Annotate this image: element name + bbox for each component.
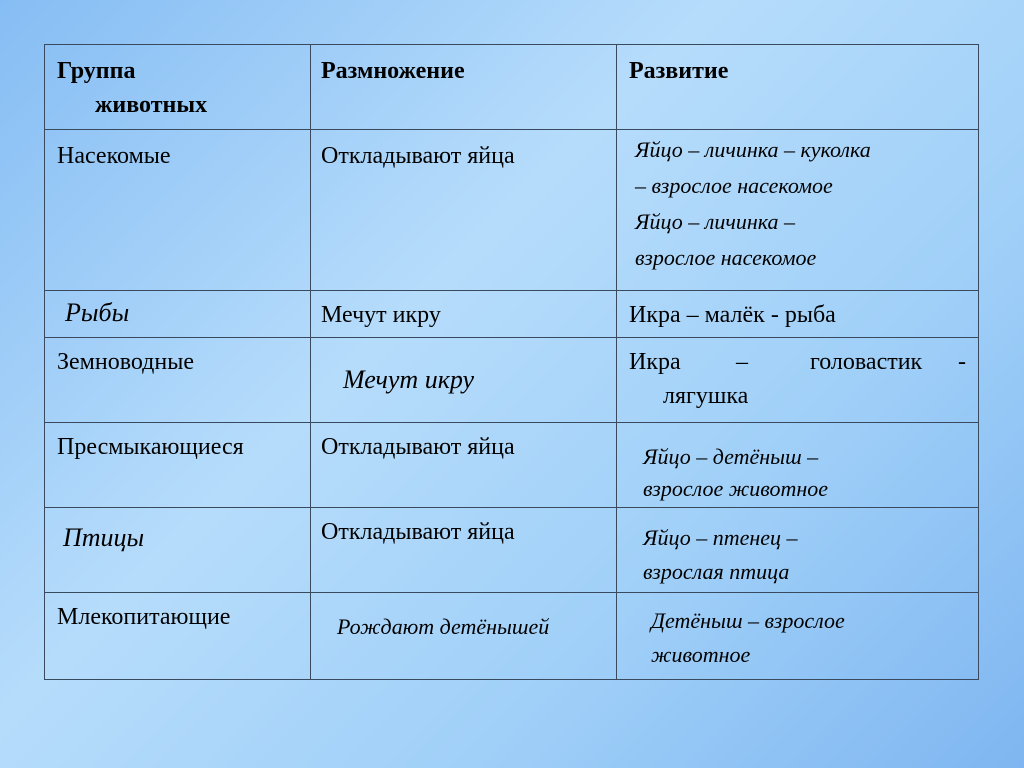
group-cell [45,291,311,338]
development-line: Яйцо – личинка – куколка [635,137,871,162]
table-row-reptiles [45,423,979,508]
group-cell [45,508,311,593]
header-group-line2: животных [95,92,208,118]
table-row-birds [45,508,979,593]
header-group-cell [45,45,311,130]
reproduction-cell [311,338,617,423]
table-row-mammals [45,593,979,680]
reproduction-text: Мечут икру [321,302,441,328]
header-row [45,45,979,130]
group-cell [45,338,311,423]
group-name: Пресмыкающиеся [57,434,244,460]
group-name: Земноводные [57,349,195,375]
reproduction-text: Откладывают яйца [321,434,515,460]
group-cell [45,423,311,508]
header-reproduction: Размножение [321,58,465,84]
table-row-insects [45,130,979,291]
development-word: головастик [810,349,923,375]
reproduction-text: Мечут икру [343,365,475,394]
reproduction-cell [311,593,617,680]
development-line: Детёныш – взрослое [651,608,845,633]
reproduction-text: Откладывают яйца [321,519,515,545]
reproduction-cell [311,508,617,593]
development-line: животное [651,642,751,667]
reproduction-text: Рождают детёнышей [337,614,550,639]
group-cell [45,130,311,291]
group-name: Рыбы [65,298,130,327]
development-line: взрослое животное [643,476,829,501]
table-row-fish [45,291,979,338]
header-group-line1: Группа [57,58,136,84]
development-cell [617,508,979,593]
table-row-amphibians [45,338,979,423]
group-name: Птицы [63,523,145,552]
development-word: - [958,349,966,375]
group-name: Млекопитающие [57,604,231,630]
development-line: Яйцо – детёныш – [643,444,819,469]
reproduction-cell [311,291,617,338]
group-name: Насекомые [57,143,171,169]
development-line: взрослое насекомое [635,245,817,270]
development-cell [617,593,979,680]
development-cell [617,338,979,423]
development-cell [617,423,979,508]
reproduction-cell [311,423,617,508]
development-line: Икра – малёк - рыба [629,302,836,328]
development-line: Яйцо – птенец – [643,525,798,550]
header-reproduction-cell [311,45,617,130]
reproduction-text: Откладывают яйца [321,143,515,169]
header-development: Развитие [629,58,729,84]
reproduction-cell [311,130,617,291]
development-line: взрослая птица [643,559,790,584]
development-line: – взрослое насекомое [635,173,833,198]
development-cell [617,130,979,291]
development-cell [617,291,979,338]
development-word: – [736,349,748,375]
development-word: лягушка [663,383,749,409]
group-cell [45,593,311,680]
development-line: Яйцо – личинка – [635,209,795,234]
animal-development-table [44,44,979,680]
header-development-cell [617,45,979,130]
development-word: Икра [629,349,681,375]
